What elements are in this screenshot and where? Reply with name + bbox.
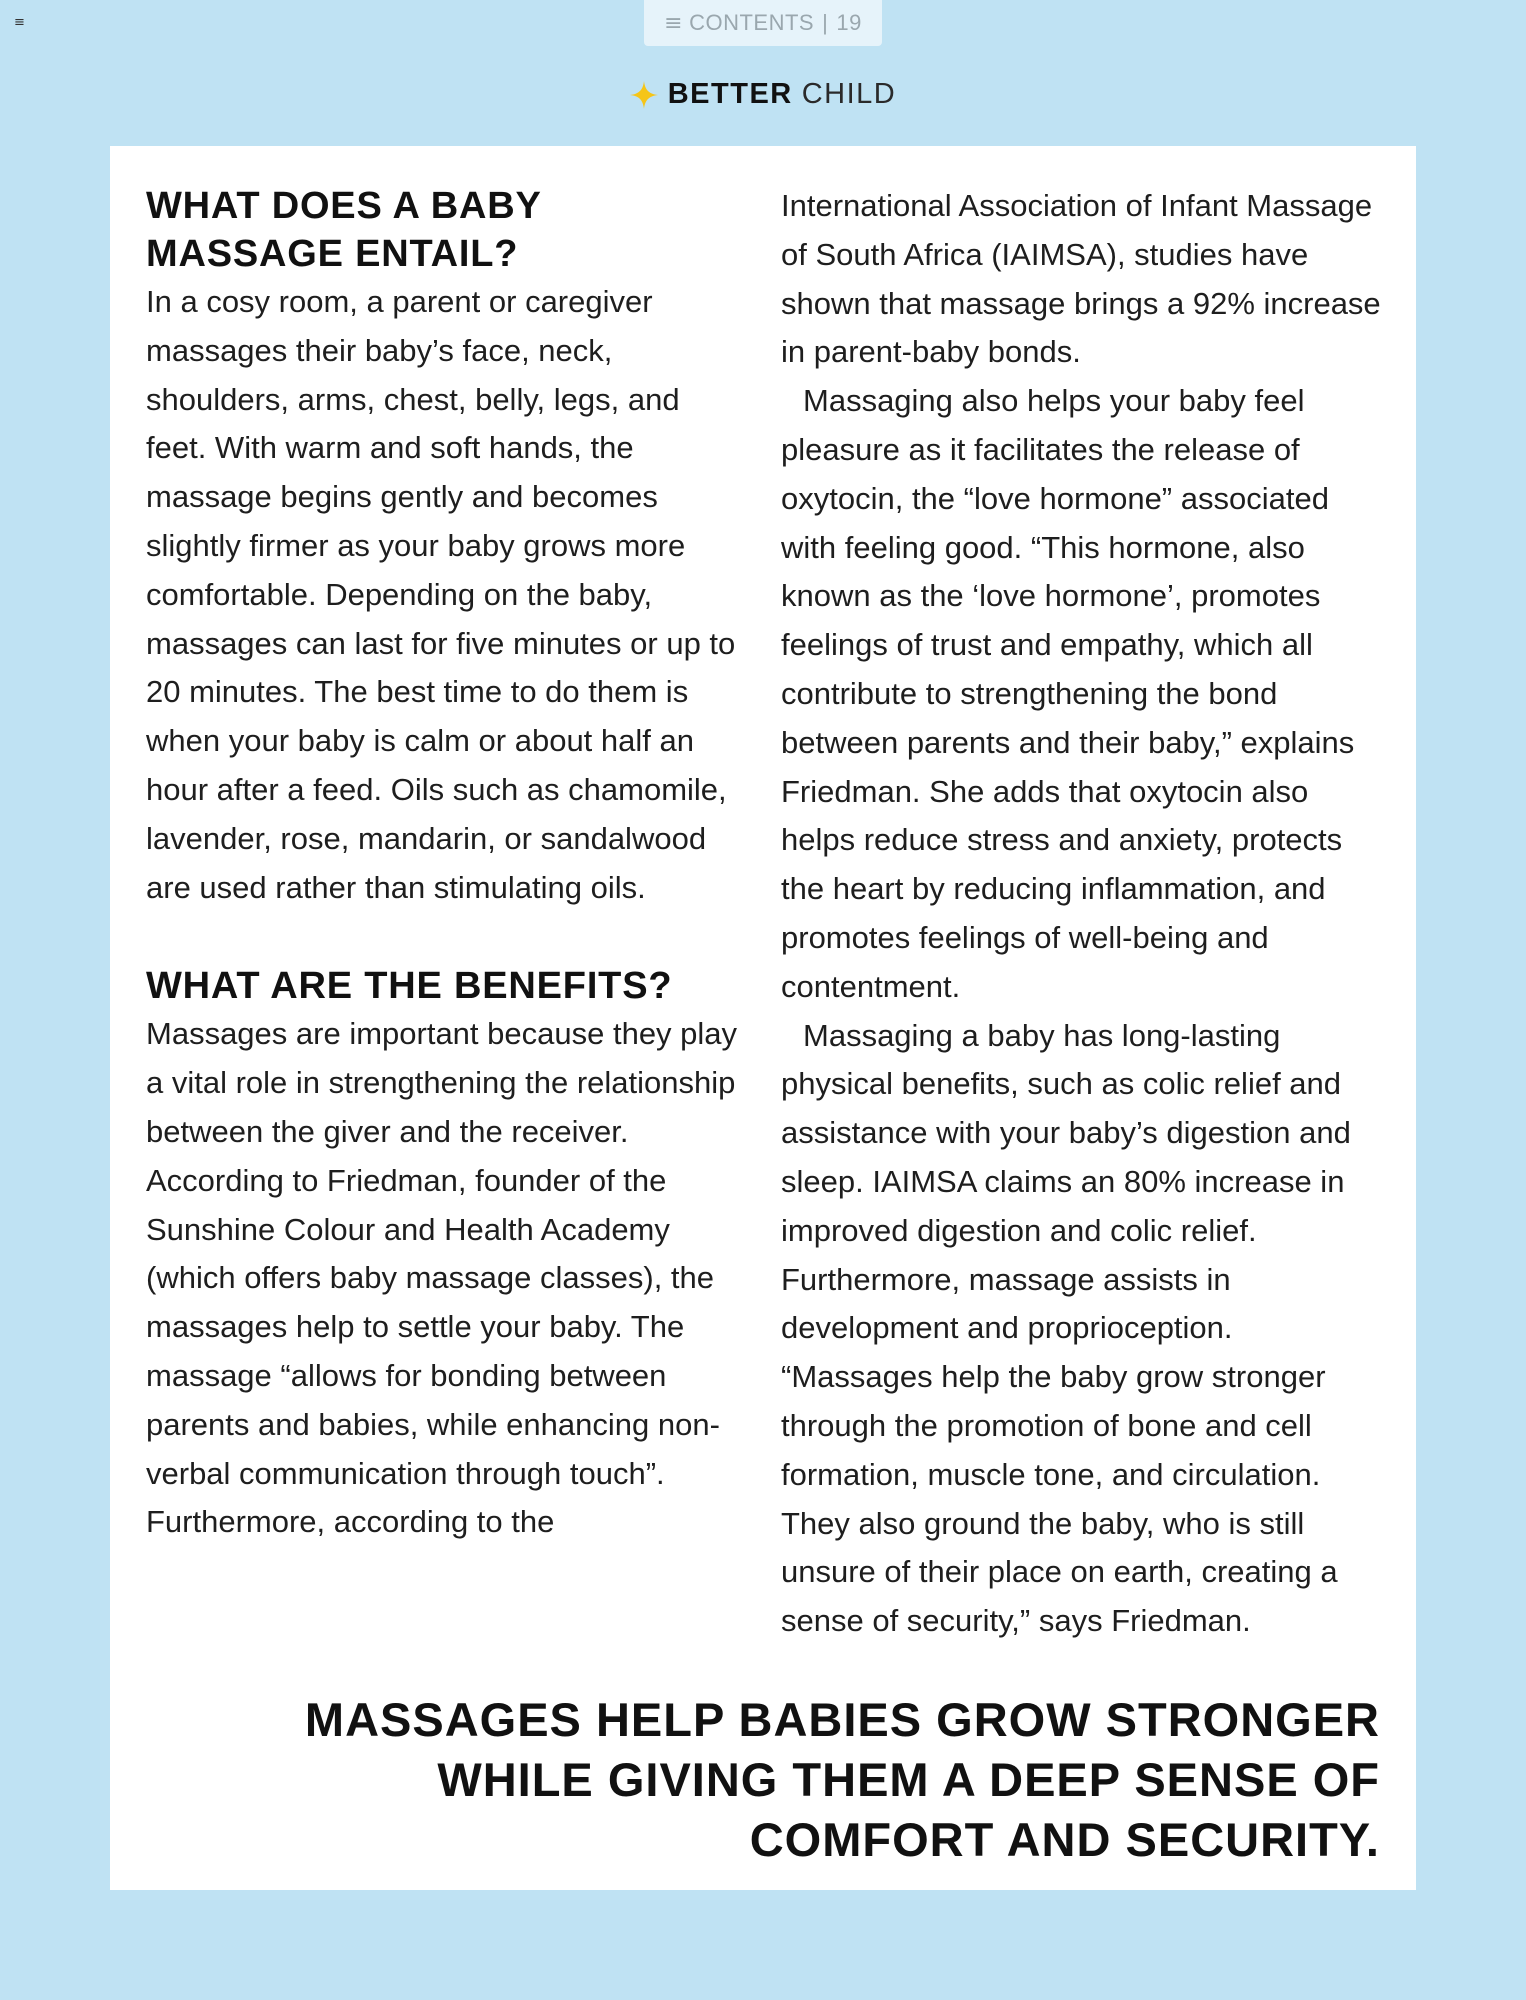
corner-menu-icon[interactable]: ≡ <box>14 15 25 30</box>
section-name-bold: BETTER <box>667 78 793 110</box>
page-number: 19 <box>836 10 862 35</box>
menu-icon: ≡ <box>664 10 684 36</box>
section-label <box>0 78 1526 111</box>
article-column-left <box>146 182 746 1547</box>
separator: | <box>822 10 829 35</box>
pull-quote: MASSAGES HELP BABIES GROW STRONGER WHILE GIVING THEM A DEEP SENSE OF COMFORT AND SECURITY. <box>304 1693 1380 1866</box>
paragraph-oxytocin: Massaging also helps your baby feel pleasure as it facilitates the release of oxytocin, the “love hormone” associated with feeling good. “This hormone, also known as the ‘love hormone’, promotes feelings of trust and empathy, which all contribute to strengthening the bond between parents and their baby,” explains Friedman. She adds that oxytocin also helps reduce stress and anxiety, protects the heart by reducing inflammation, and promotes feelings of well-being and contentment. <box>781 383 1355 1004</box>
article-column-right <box>781 182 1381 1646</box>
contents-label: CONTENTS <box>689 10 815 35</box>
paragraph-physical-benefits: Massaging a baby has long-lasting physical benefits, such as colic relief and assistance with your baby’s digestion and sleep. IAIMSA claims an 80% increase in improved digestion and colic relief. Furthermore, massage assists in development and proprioception. “Massages help the baby grow stronger through the promotion of bone and cell formation, muscle tone, and circulation. They also ground the baby, who is still unsure of their place on earth, creating a sense of security,” says Friedman. <box>781 1017 1351 1639</box>
contents-button[interactable] <box>644 0 882 46</box>
article-panel <box>110 146 1416 1890</box>
heading-massage-entail: WHAT DOES A BABY MASSAGE ENTAIL? <box>146 185 541 275</box>
paragraph-massage-entail: In a cosy room, a parent or caregiver massages their baby’s face, neck, shoulders, arms, chest, belly, legs, and feet. With warm and soft hands, the massage begins gently and becomes slightly firmer as your baby grows more comfortable. Depending on the baby, massages can last for five minutes or up to 20 minutes. The best time to do them is when your baby is calm or about half an hour after a feed. Oils such as chamomile, lavender, rose, mandarin, or sandalwood are used rather than stimulating oils. <box>146 284 736 905</box>
sparkle-icon <box>630 81 658 109</box>
paragraph-benefits: Massages are important because they play a vital role in strengthening the relationship between the giver and the receiver. According to Friedman, founder of the Sunshine Colour and Health Academy (which offers baby massage classes), the massages help to settle your baby. The massage “allows for bonding between parents and babies, while enhancing non-verbal communication through touch”. Furthermore, according to the <box>146 1016 738 1540</box>
section-name-light: CHILD <box>801 78 897 110</box>
paragraph-benefits-continued: International Association of Infant Massage of South Africa (IAIMSA), studies have shown that massage brings a 92% increase in parent-baby bonds. <box>781 188 1381 370</box>
heading-benefits: WHAT ARE THE BENEFITS? <box>146 965 673 1008</box>
